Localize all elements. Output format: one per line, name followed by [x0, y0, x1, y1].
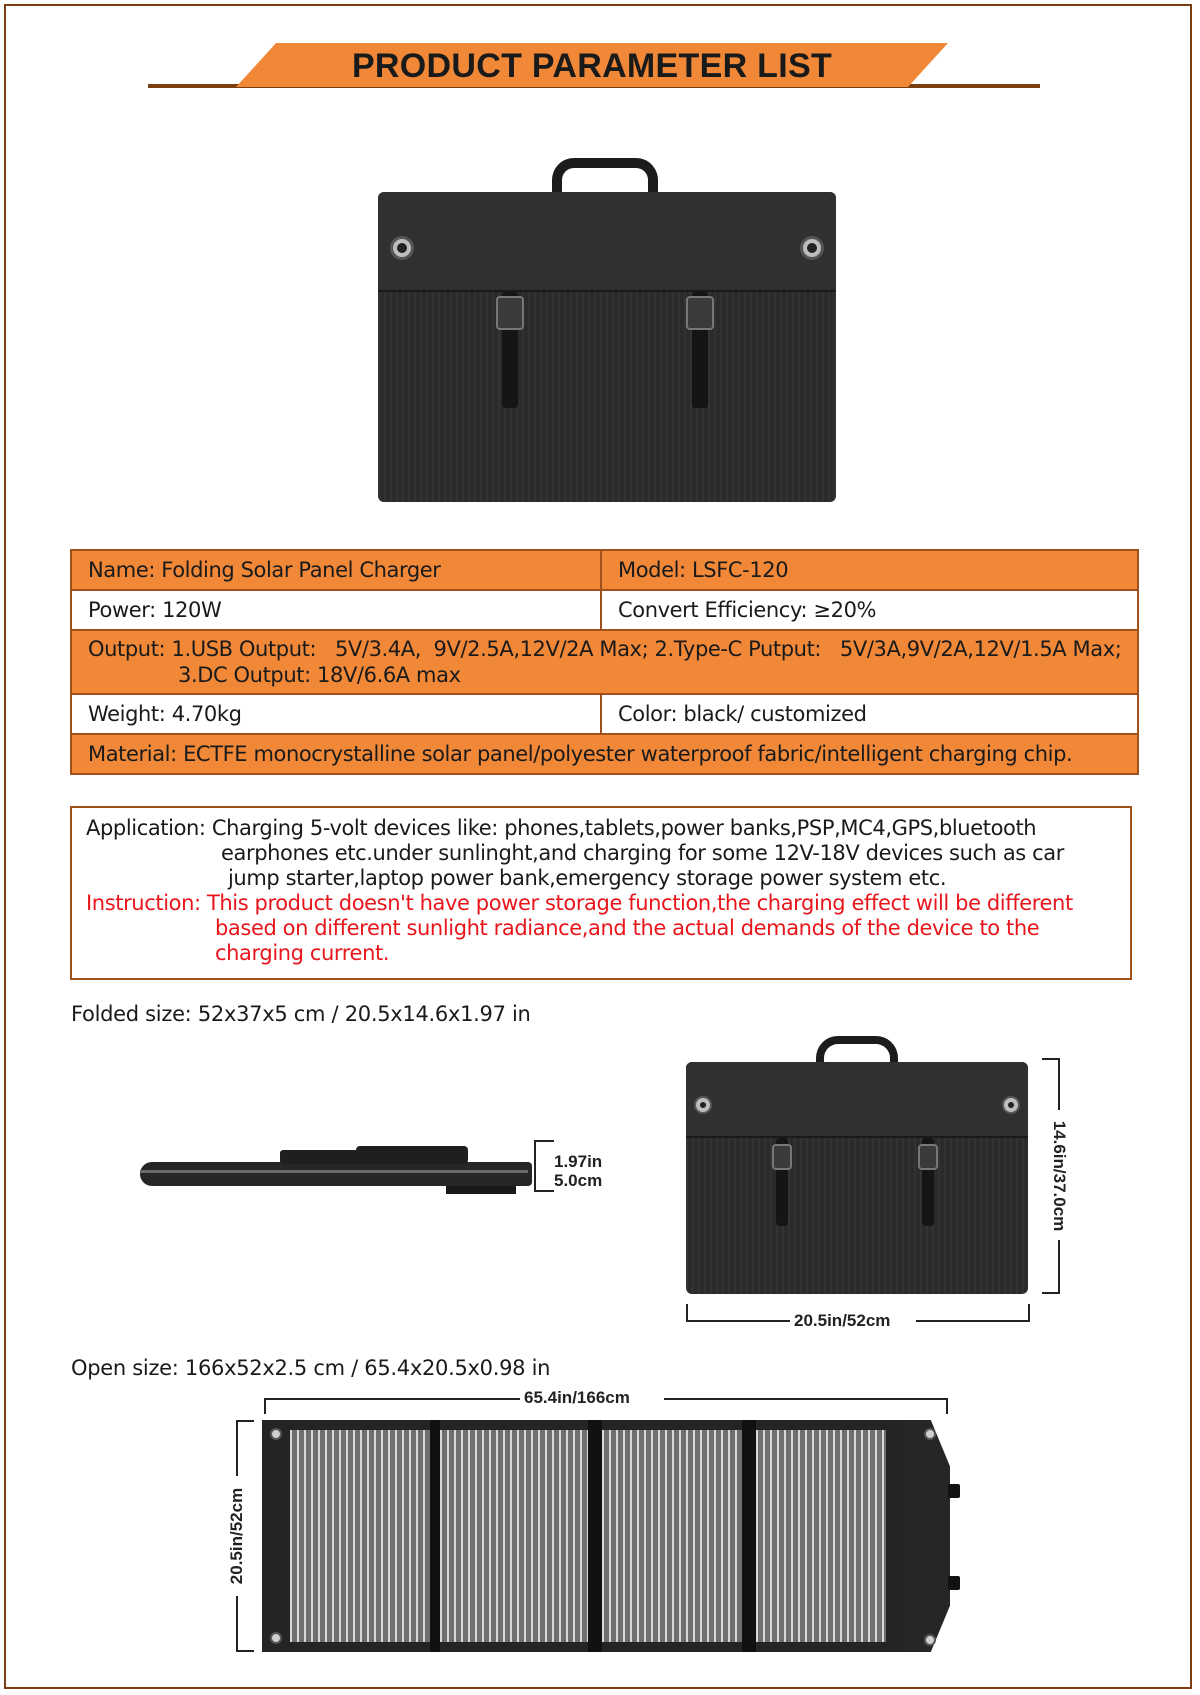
instruction-line-3: charging current. — [215, 941, 390, 965]
application-line-3: jump starter,laptop power bank,emergency storage power system etc. — [228, 866, 947, 890]
folded-width-label: 20.5in/52cm — [794, 1311, 891, 1330]
thickness-tick-top — [534, 1140, 554, 1142]
table-row — [71, 630, 1138, 694]
parameter-table — [70, 549, 1139, 775]
open-panel-image — [262, 1420, 902, 1652]
instruction-line-1: Instruction: This product doesn't have power storage function,the charging effect will be different — [86, 891, 1073, 915]
param-weight: Weight: 4.70kg — [71, 694, 601, 734]
height-line-bottom — [1058, 1240, 1060, 1294]
instruction-line-2: based on different sunlight radiance,and the actual demands of the device to the — [215, 916, 1040, 940]
param-power: Power: 120W — [71, 590, 601, 630]
param-output — [71, 630, 1138, 694]
width-tick-right — [1028, 1304, 1030, 1322]
bag-flap — [378, 192, 836, 292]
thickness-line — [534, 1140, 536, 1192]
output-line-2: 3.DC Output: 18V/6.6A max — [178, 663, 461, 687]
output-line-1: Output: 1.USB Output: 5V/3.4A, 9V/2.5A,12V/2A Max; 2.Type-C Putput: 5V/3A,9V/2A,12V/1.5A Max; — [88, 637, 1122, 661]
table-row — [71, 734, 1138, 774]
open-height-tick-top — [236, 1420, 254, 1422]
flap-clip-top — [948, 1484, 960, 1498]
folded-height-label: 14.6in/37.0cm — [1050, 1120, 1069, 1232]
thickness-in: 1.97in — [554, 1152, 603, 1171]
flap-clip-bottom — [948, 1576, 960, 1590]
width-line-right — [916, 1320, 1028, 1322]
solar-cell-4 — [756, 1430, 886, 1642]
buckle-left — [496, 296, 524, 330]
page-title: PRODUCT PARAMETER LIST — [351, 47, 833, 85]
solar-cell-1 — [290, 1430, 430, 1642]
param-model: Model: LSFC-120 — [601, 550, 1138, 590]
buckle-right — [686, 296, 714, 330]
bag-body — [378, 192, 836, 502]
length-line-left — [264, 1398, 520, 1400]
solar-cell-3 — [602, 1430, 742, 1642]
param-efficiency: Convert Efficiency: ≥20% — [601, 590, 1138, 630]
folded-size-label: Folded size: 52x37x5 cm / 20.5x14.6x1.97 in — [71, 1002, 531, 1026]
param-material: Material: ECTFE monocrystalline solar panel/polyester waterproof fabric/intelligent charging chip. — [71, 734, 1138, 774]
open-size-label: Open size: 166x52x2.5 cm / 65.4x20.5x0.98 in — [71, 1356, 551, 1380]
open-panel-flap — [902, 1420, 950, 1652]
flap-grommet-bottom — [924, 1634, 936, 1646]
open-height-line-bottom — [236, 1596, 238, 1652]
open-length-label: 65.4in/166cm — [524, 1388, 630, 1407]
length-tick-right — [946, 1398, 948, 1414]
param-name: Name: Folding Solar Panel Charger — [71, 550, 601, 590]
open-height-tick-bottom — [236, 1650, 254, 1652]
length-tick-left — [264, 1398, 266, 1414]
application-line-1: Application: Charging 5-volt devices like: phones,tablets,power banks,PSP,MC4,GPS,bluetooth — [86, 816, 1037, 840]
application-box — [70, 806, 1132, 980]
height-tick-bottom — [1042, 1292, 1060, 1294]
grommet-left — [390, 236, 414, 260]
thickness-cm: 5.0cm — [554, 1171, 603, 1190]
solar-cell-2 — [440, 1430, 588, 1642]
width-line-left — [686, 1320, 790, 1322]
table-row — [71, 550, 1138, 590]
open-height-label: 20.5in/52cm — [227, 1487, 246, 1585]
grommet-right — [800, 236, 824, 260]
open-height-line-top — [236, 1420, 238, 1476]
table-row — [71, 694, 1138, 734]
flap-grommet-top — [924, 1428, 936, 1440]
thickness-tick-bottom — [534, 1190, 554, 1192]
length-line-right — [664, 1398, 948, 1400]
param-color: Color: black/ customized — [601, 694, 1138, 734]
table-row — [71, 590, 1138, 630]
application-line-2: earphones etc.under sunlinght,and charging for some 12V-18V devices such as car — [221, 841, 1064, 865]
height-line-top — [1058, 1058, 1060, 1110]
